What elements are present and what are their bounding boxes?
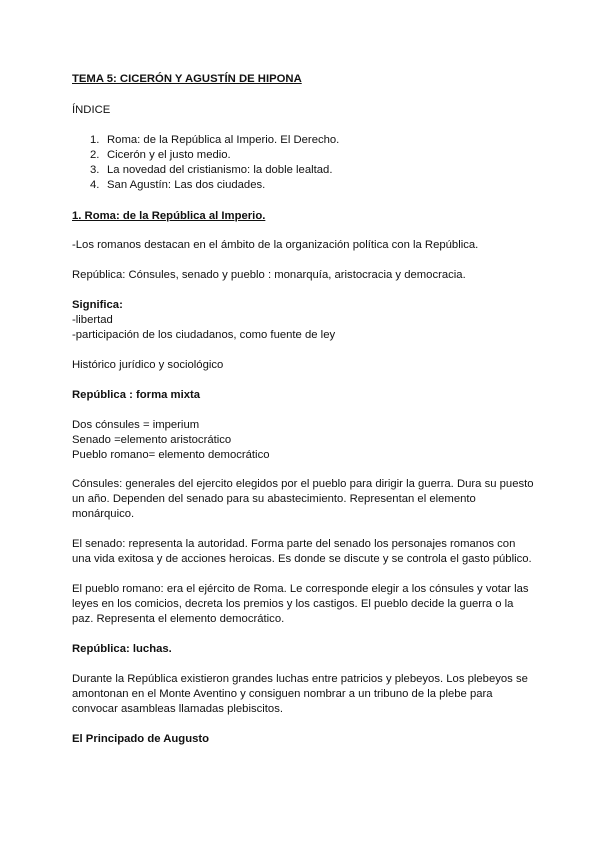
index-heading: ÍNDICE (72, 104, 111, 116)
paragraph-line: Durante la República existieron grandes luchas entre patricios y plebeyos. Los plebeyos se (72, 673, 528, 685)
mixta-item: Pueblo romano= elemento democrático (72, 449, 270, 461)
subheading-forma-mixta: República : forma mixta (72, 389, 201, 401)
section-heading: 1. Roma: de la República al Imperio. (72, 210, 266, 222)
index-item-number: 2. (90, 149, 100, 161)
index-item-text: La novedad del cristianismo: la doble lealtad. (107, 164, 333, 176)
paragraph-intro: -Los romanos destacan en el ámbito de la organización política con la República. (72, 239, 479, 251)
index-item-text: Cicerón y el justo medio. (107, 149, 231, 161)
paragraph-line: El senado: representa la autoridad. Forma parte del senado los personajes romanos con (72, 538, 516, 550)
index-item-number: 4. (90, 179, 100, 191)
subheading-principado: El Principado de Augusto (72, 733, 210, 745)
paragraph-republica-definition: República: Cónsules, senado y pueblo : monarquía, aristocracia y democracia. (72, 269, 466, 281)
index-item-text: Roma: de la República al Imperio. El Derecho. (107, 134, 340, 146)
index-item-number: 3. (90, 164, 100, 176)
subheading-luchas: República: luchas. (72, 643, 172, 655)
index-item-number: 1. (90, 134, 100, 146)
index-item-text: San Agustín: Las dos ciudades. (107, 179, 266, 191)
subheading-significa: Significa: (72, 299, 123, 311)
paragraph-line: leyes en los comicios, decreta los premios y los castigos. El pueblo decide la guerra o la (72, 598, 514, 610)
paragraph-line: El pueblo romano: era el ejército de Roma. Le corresponde elegir a los cónsules y votar las (72, 583, 529, 595)
paragraph-line: monárquico. (72, 508, 135, 520)
significa-item: -participación de los ciudadanos, como fuente de ley (72, 329, 336, 341)
paragraph-line: un año. Dependen del senado para su abastecimiento. Representan el elemento (72, 493, 476, 505)
document-title: TEMA 5: CICERÓN Y AGUSTÍN DE HIPONA (72, 73, 302, 85)
paragraph-line: una vida exitosa y de acciones heroicas. Es donde se discute y se controla el gasto público. (72, 553, 532, 565)
paragraph-line: amontonan en el Monte Aventino y consiguen nombrar a un tribuno de la plebe para (72, 688, 493, 700)
mixta-item: Senado =elemento aristocrático (72, 434, 232, 446)
mixta-item: Dos cónsules = imperium (72, 419, 200, 431)
paragraph-line: Cónsules: generales del ejercito elegidos por el pueblo para dirigir la guerra. Dura su puesto (72, 478, 534, 490)
paragraph-line: paz. Representa el elemento democrático. (72, 613, 285, 625)
significa-item: -libertad (72, 314, 113, 326)
paragraph-historico: Histórico jurídico y sociológico (72, 359, 224, 371)
paragraph-line: convocar asambleas llamadas plebiscitos. (72, 703, 283, 715)
